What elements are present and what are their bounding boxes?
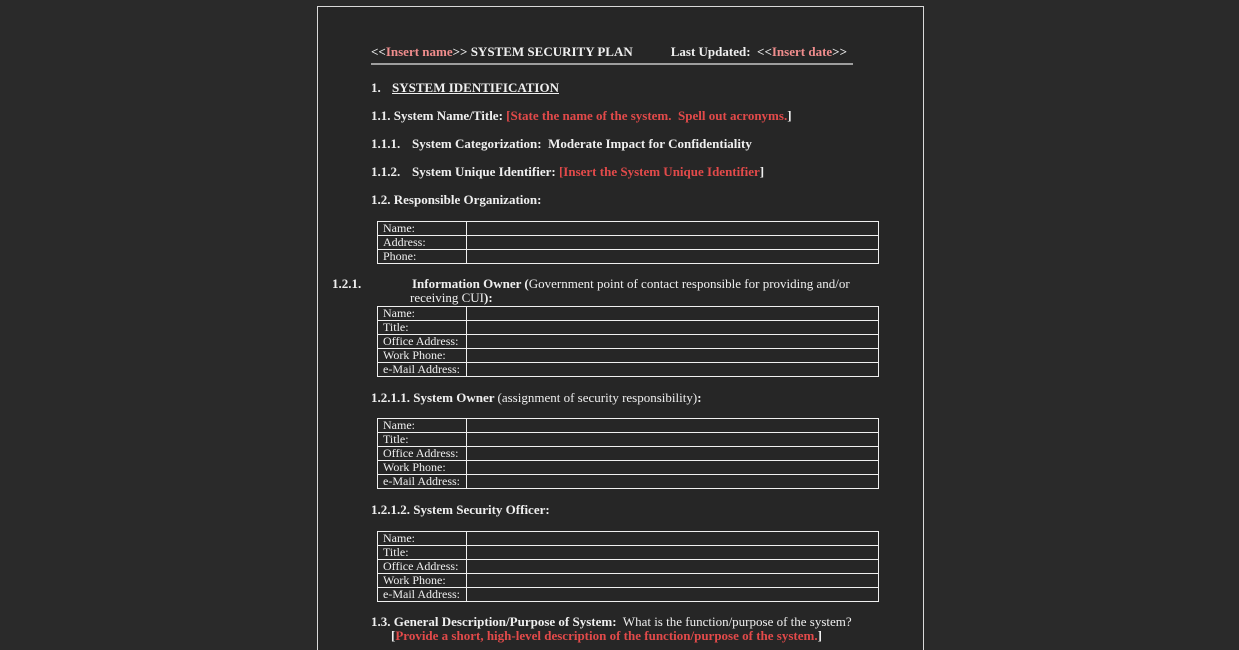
bracket-close: ]: [759, 164, 765, 179]
table-row: [378, 250, 879, 264]
paren-close: ):: [484, 290, 493, 305]
section-1-heading: [371, 81, 853, 95]
information-owner-table: [377, 306, 879, 377]
field-label-cell: Work Phone:: [378, 574, 467, 588]
field-label-cell: e-Mail Address:: [378, 588, 467, 602]
field-value-cell[interactable]: [467, 349, 879, 363]
placeholder-text: [Insert the System Unique Identifier: [558, 164, 760, 179]
table-row: [378, 475, 879, 489]
table-row: [378, 546, 879, 560]
field-value-cell[interactable]: [467, 433, 879, 447]
field-label: Information Owner (: [412, 276, 529, 291]
field-label-cell: Title:: [378, 433, 467, 447]
table-row: [378, 433, 879, 447]
section-1-title: SYSTEM IDENTIFICATION: [392, 80, 559, 95]
insert-name-placeholder: Insert name: [385, 44, 453, 59]
angle-open: <<: [371, 44, 386, 59]
field-value-cell[interactable]: [467, 363, 879, 377]
field-value-cell[interactable]: [467, 560, 879, 574]
section-number: 1.1.2.: [371, 164, 401, 179]
field-description: What is the function/purpose of the system?: [616, 614, 859, 629]
field-value-cell[interactable]: [467, 447, 879, 461]
table-row: [378, 236, 879, 250]
field-label: System Categorization: Moderate Impact for Confidentiality: [412, 136, 752, 151]
field-label-cell: Work Phone:: [378, 461, 467, 475]
field-label: System Name/Title:: [390, 108, 507, 123]
angle-open: <<: [757, 44, 772, 59]
field-label-cell: Name:: [378, 532, 467, 546]
field-label-cell: Title:: [378, 321, 467, 335]
table-row: [378, 532, 879, 546]
table-row: [378, 560, 879, 574]
system-owner-table: [377, 418, 879, 489]
angle-close: >>: [832, 44, 847, 59]
document-page: [317, 6, 924, 650]
field-label-cell: Office Address:: [378, 560, 467, 574]
para-responsible-organization: [371, 193, 853, 207]
table-row: [378, 419, 879, 433]
field-label: General Description/Purpose of System:: [390, 614, 617, 629]
field-label-cell: Address:: [378, 236, 467, 250]
field-value-cell[interactable]: [467, 236, 879, 250]
bracket-close: ]: [787, 108, 792, 123]
header-title-text: SYSTEM SECURITY PLAN: [467, 44, 633, 59]
responsible-organization-table: [377, 221, 879, 264]
field-label-cell: Name:: [378, 222, 467, 236]
field-label: Responsible Organization:: [390, 192, 542, 207]
table-row: [378, 335, 879, 349]
field-label-cell: Office Address:: [378, 447, 467, 461]
para-information-owner: [332, 276, 892, 305]
field-label: System Security Officer:: [410, 502, 550, 517]
field-value-cell[interactable]: [467, 461, 879, 475]
document-content: [318, 7, 923, 643]
header-last-updated: [671, 45, 853, 59]
field-value-cell[interactable]: [467, 250, 879, 264]
section-number: 1.2.1.2.: [371, 502, 410, 517]
section-number: 1.2.1.1.: [371, 390, 410, 405]
field-value-cell[interactable]: [467, 574, 879, 588]
section-number: 1.2.: [371, 192, 391, 207]
field-label-cell: Title:: [378, 546, 467, 560]
field-value-cell[interactable]: [467, 532, 879, 546]
field-value-cell[interactable]: [467, 475, 879, 489]
field-label-cell: Phone:: [378, 250, 467, 264]
angle-close: >>: [452, 44, 468, 59]
table-row: [378, 588, 879, 602]
para-general-description: [371, 615, 873, 643]
header-title: [371, 45, 633, 59]
field-value-cell[interactable]: [467, 307, 879, 321]
table-row: [378, 574, 879, 588]
field-value-cell[interactable]: [467, 321, 879, 335]
insert-date-placeholder: Insert date: [771, 44, 833, 59]
table-row: [378, 447, 879, 461]
field-label-cell: e-Mail Address:: [378, 363, 467, 377]
section-number: 1.: [371, 80, 381, 95]
para-system-owner: [371, 391, 853, 405]
para-system-unique-identifier: [371, 165, 853, 179]
field-value-cell[interactable]: [467, 588, 879, 602]
section-number: 1.1.1.: [371, 136, 401, 151]
section-number: 1.2.1.: [332, 276, 362, 291]
field-value-cell[interactable]: [467, 546, 879, 560]
field-label: System Owner: [410, 390, 498, 405]
placeholder-text: Provide a short, high-level description of the function/purpose of the system.: [395, 628, 818, 643]
field-description: (assignment of security responsibility): [497, 390, 698, 405]
last-updated-label: Last Updated:: [670, 44, 758, 59]
table-row: [378, 222, 879, 236]
bracket-open: [: [391, 628, 396, 643]
field-description: Government point of contact responsible for providing and/or receiving CUI: [410, 276, 853, 305]
field-label-cell: Work Phone:: [378, 349, 467, 363]
system-security-officer-table: [377, 531, 879, 602]
field-value-cell[interactable]: [467, 419, 879, 433]
para-system-name-title: [371, 109, 853, 123]
para-system-categorization: [371, 137, 853, 151]
field-label-cell: Office Address:: [378, 335, 467, 349]
section-number: 1.3.: [371, 614, 391, 629]
table-row: [378, 307, 879, 321]
table-row: [378, 363, 879, 377]
field-label-cell: e-Mail Address:: [378, 475, 467, 489]
field-label-cell: Name:: [378, 419, 467, 433]
table-row: [378, 461, 879, 475]
placeholder-text: [State the name of the system. Spell out acronyms.: [506, 108, 788, 123]
field-label-cell: Name:: [378, 307, 467, 321]
bracket-close: ]: [817, 628, 822, 643]
field-value-cell[interactable]: [467, 222, 879, 236]
table-row: [378, 349, 879, 363]
colon: :: [697, 390, 702, 405]
section-number: 1.1.: [371, 108, 391, 123]
table-row: [378, 321, 879, 335]
field-label: System Unique Identifier:: [412, 164, 559, 179]
para-system-security-officer: [371, 503, 853, 517]
field-value-cell[interactable]: [467, 335, 879, 349]
document-header: [371, 45, 853, 65]
